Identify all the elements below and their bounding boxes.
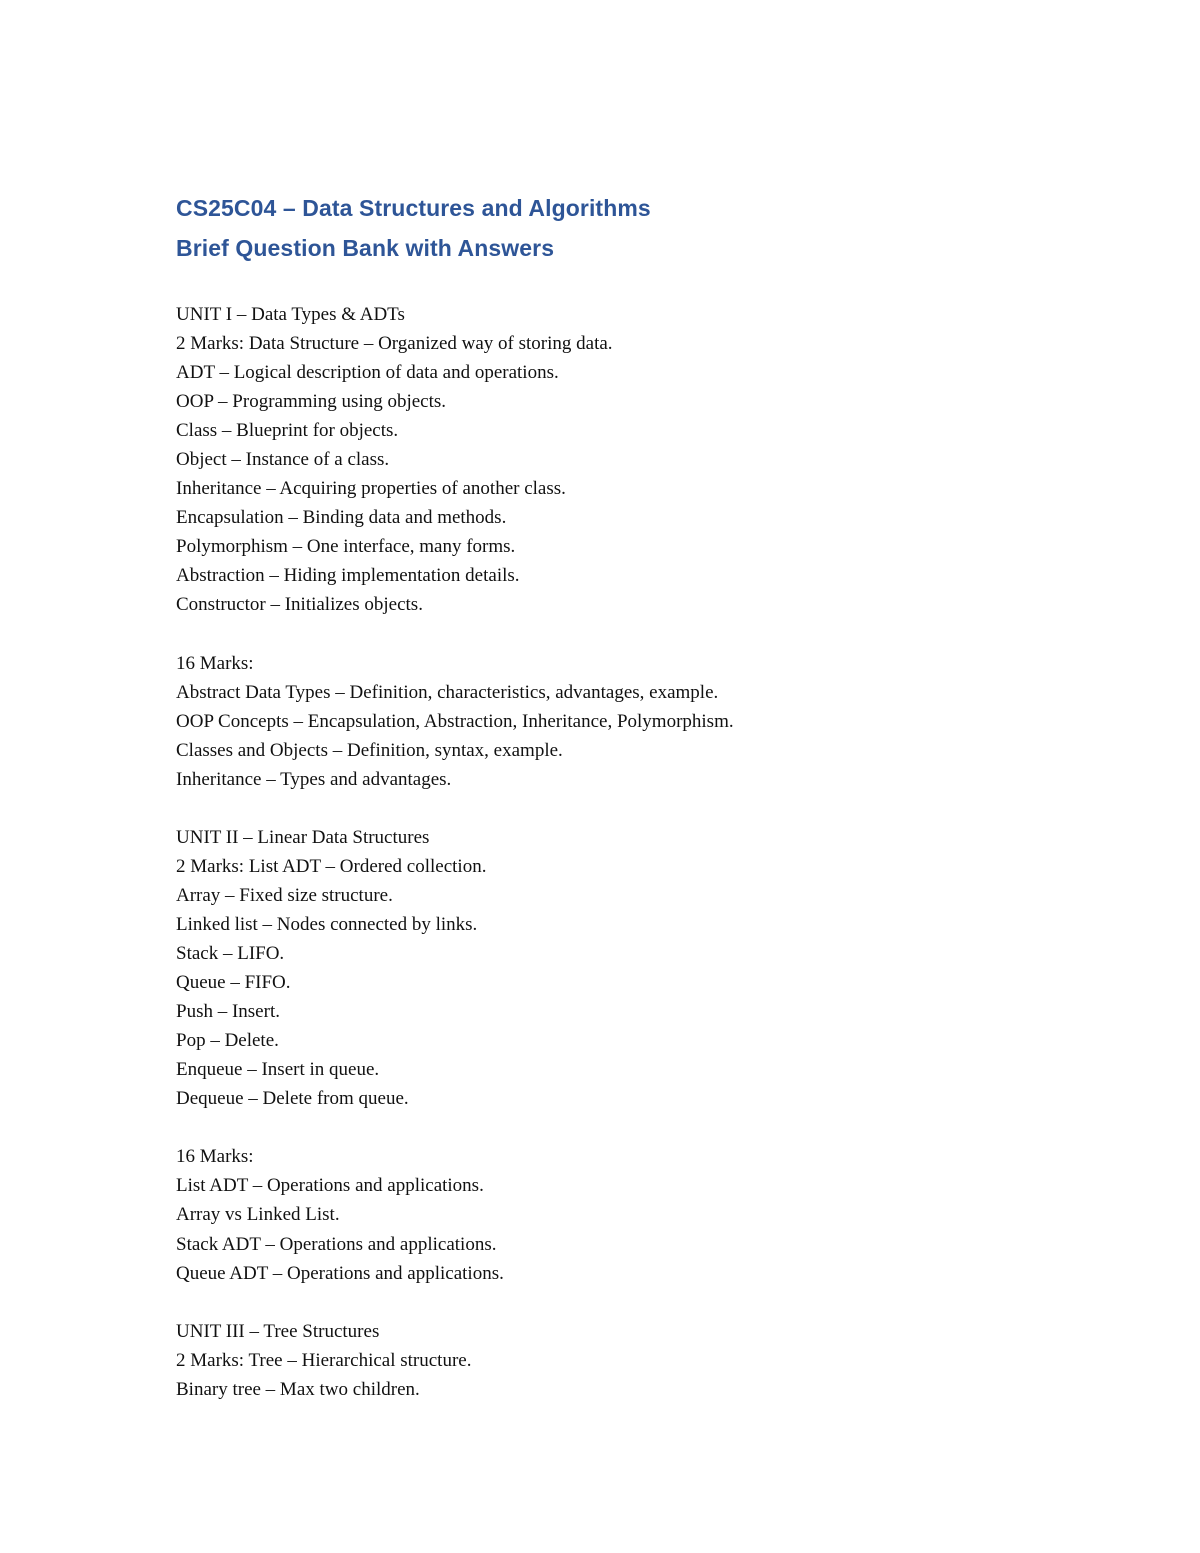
answer-line: 2 Marks: Data Structure – Organized way of storing data. (176, 333, 613, 355)
document-subtitle: Brief Question Bank with Answers (176, 235, 555, 261)
answer-line: Constructor – Initializes objects. (176, 594, 423, 616)
answer-line: Abstract Data Types – Definition, characteristics, advantages, example. (176, 681, 719, 703)
answer-line: Stack – LIFO. (176, 943, 285, 965)
answer-line: Array – Fixed size structure. (176, 884, 393, 906)
answer-line: Binary tree – Max two children. (176, 1378, 420, 1400)
marks-heading: 16 Marks: (176, 652, 254, 674)
answer-line: Dequeue – Delete from queue. (176, 1088, 409, 1110)
blank-line (176, 1288, 1076, 1317)
answer-line: Encapsulation – Binding data and methods. (176, 507, 507, 529)
marks-heading: 16 Marks: (176, 1146, 254, 1168)
answer-line: 2 Marks: Tree – Hierarchical structure. (176, 1349, 472, 1371)
answer-line: Linked list – Nodes connected by links. (176, 913, 478, 935)
answer-line: Pop – Delete. (176, 1030, 279, 1052)
answer-line: Abstraction – Hiding implementation details. (176, 565, 520, 587)
answer-line: ADT – Logical description of data and operations. (176, 362, 559, 384)
answer-line: Polymorphism – One interface, many forms. (176, 536, 516, 558)
answer-line: Array vs Linked List. (176, 1204, 340, 1226)
answer-line: 2 Marks: List ADT – Ordered collection. (176, 855, 487, 877)
answer-line: OOP Concepts – Encapsulation, Abstraction, Inheritance, Polymorphism. (176, 710, 734, 732)
answer-line: Class – Blueprint for objects. (176, 420, 399, 442)
answer-line: Queue ADT – Operations and applications. (176, 1262, 504, 1284)
blank-line (176, 794, 1076, 823)
title-spacer (176, 268, 1076, 300)
blank-line (176, 1113, 1076, 1142)
question-bank-body (176, 300, 1076, 1404)
answer-line: Object – Instance of a class. (176, 449, 390, 471)
answer-line: OOP – Programming using objects. (176, 391, 447, 413)
answer-line: Queue – FIFO. (176, 972, 291, 994)
answer-line: List ADT – Operations and applications. (176, 1175, 484, 1197)
unit-heading: UNIT II – Linear Data Structures (176, 826, 430, 848)
document-title: CS25C04 – Data Structures and Algorithms (176, 195, 651, 221)
answer-line: Enqueue – Insert in queue. (176, 1059, 380, 1081)
unit-heading: UNIT I – Data Types & ADTs (176, 304, 405, 325)
answer-line: Push – Insert. (176, 1001, 280, 1023)
answer-line: Classes and Objects – Definition, syntax, example. (176, 739, 563, 761)
answer-line: Stack ADT – Operations and applications. (176, 1233, 497, 1255)
answer-line: Inheritance – Acquiring properties of another class. (176, 478, 566, 500)
answer-line: Inheritance – Types and advantages. (176, 768, 452, 790)
unit-heading: UNIT III – Tree Structures (176, 1320, 380, 1342)
blank-line (176, 620, 1076, 649)
document-content (176, 188, 1076, 1404)
